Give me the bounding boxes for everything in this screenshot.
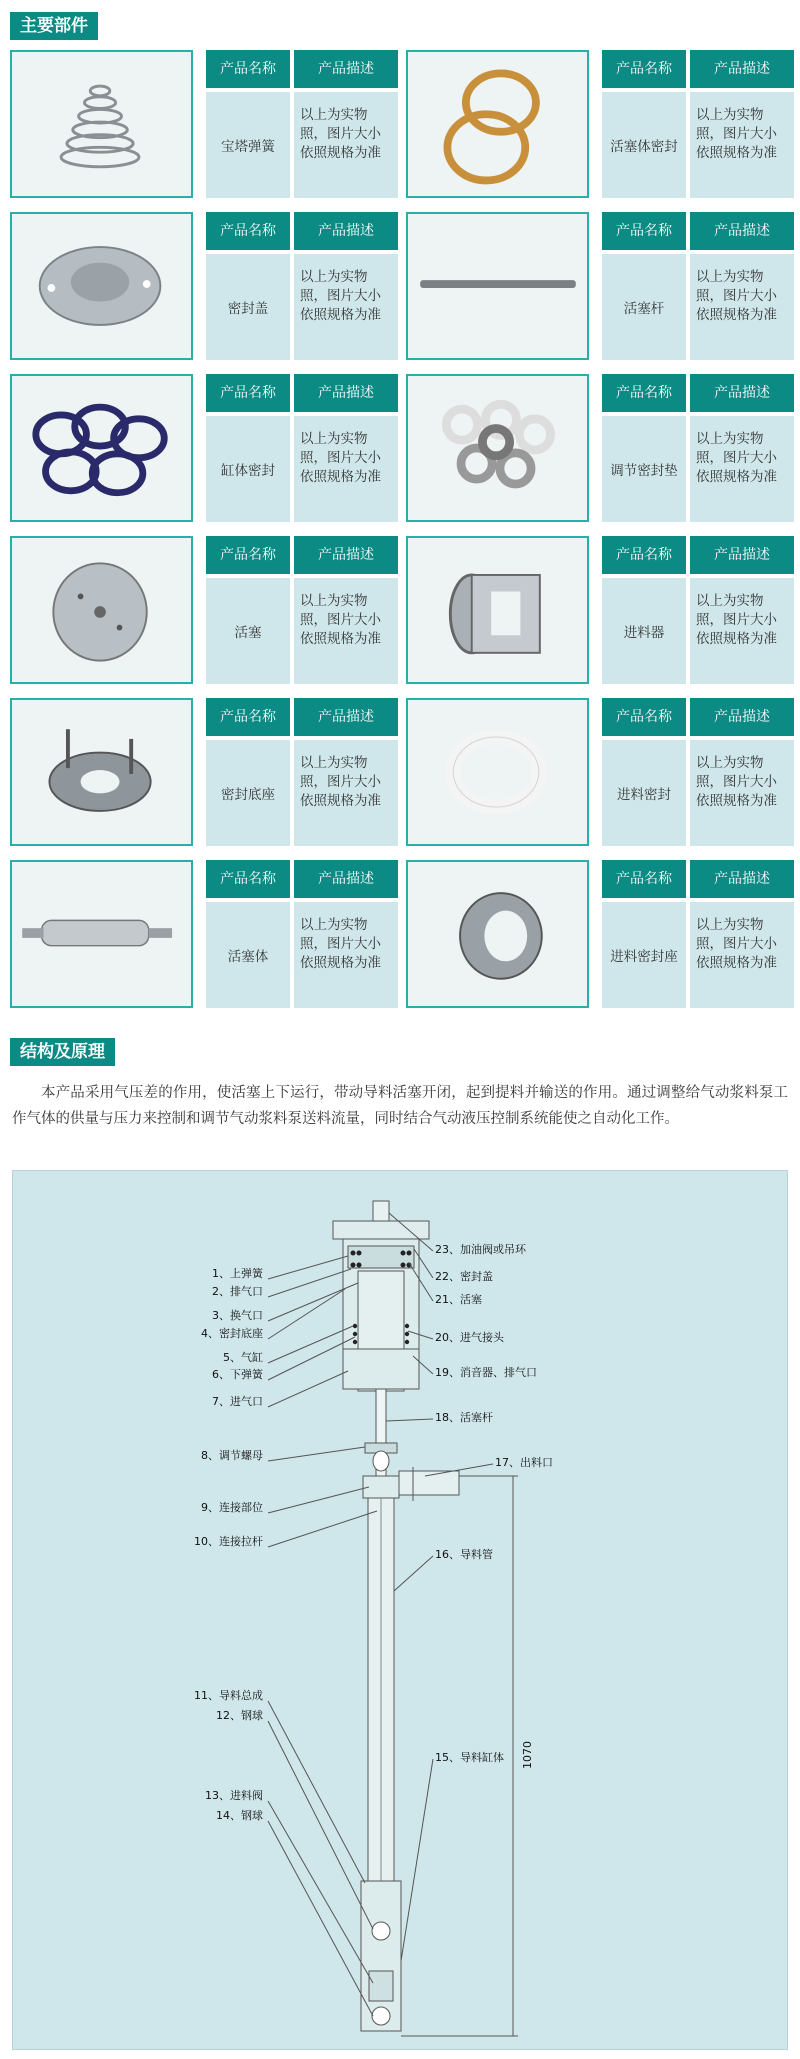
- callout-label: 20、进气接头: [435, 1331, 504, 1344]
- part-desc: 以上为实物照，图片大小依照规格为准: [690, 92, 794, 198]
- header-product-name: 产品名称: [206, 860, 290, 898]
- white-seal-ring-icon: [408, 700, 587, 844]
- part-card: [406, 536, 794, 684]
- callout-label: 21、活塞: [435, 1293, 482, 1306]
- dimension-label: 1070: [521, 1741, 534, 1769]
- part-photo: [10, 50, 193, 198]
- part-name: 进料器: [602, 578, 686, 684]
- header-product-desc: 产品描述: [294, 698, 398, 736]
- header-product-desc: 产品描述: [690, 536, 794, 574]
- part-photo: [10, 860, 193, 1008]
- header-product-name: 产品名称: [602, 860, 686, 898]
- intro-paragraph: 本产品采用气压差的作用，使活塞上下运行，带动导料活塞开闭，起到提料并输送的作用。通过调整给气动浆料泵工作气体的供量与压力来控制和调节气动浆料泵送料流量，同时结合气动液压控制系统能使之自动化工作。: [12, 1085, 788, 1127]
- section-title-parts: 主要部件: [10, 12, 98, 40]
- seal-base-icon: [12, 700, 191, 844]
- callout-label: 1、上弹簧: [212, 1267, 263, 1280]
- callout-label: 4、密封底座: [201, 1327, 263, 1340]
- callout-label: 22、密封盖: [435, 1270, 493, 1283]
- part-name: 密封底座: [206, 740, 290, 846]
- threaded-seal-seat-icon: [408, 862, 587, 1006]
- part-info-table: [602, 212, 794, 360]
- callout-label: 17、出料口: [495, 1456, 553, 1469]
- header-product-name: 产品名称: [602, 698, 686, 736]
- callout-label: 10、连接拉杆: [194, 1535, 263, 1548]
- part-photo: [10, 536, 193, 684]
- part-card: [406, 860, 794, 1008]
- callout-label: 7、进气口: [212, 1395, 263, 1408]
- part-desc: 以上为实物照，图片大小依照规格为准: [294, 578, 398, 684]
- part-card: [406, 50, 794, 198]
- bronze-ring-seal-icon: [408, 52, 587, 196]
- part-name: 宝塔弹簧: [206, 92, 290, 198]
- threaded-rod-icon: [408, 214, 587, 358]
- part-desc: 以上为实物照，图片大小依照规格为准: [690, 416, 794, 522]
- part-info-table: [602, 50, 794, 198]
- callout-label: 18、活塞杆: [435, 1411, 493, 1424]
- part-photo: [10, 698, 193, 846]
- part-name: 活塞: [206, 578, 290, 684]
- header-product-name: 产品名称: [602, 50, 686, 88]
- part-info-table: [206, 536, 398, 684]
- header-product-desc: 产品描述: [294, 50, 398, 88]
- part-card: [10, 860, 398, 1008]
- part-name: 调节密封垫: [602, 416, 686, 522]
- feeder-cage-icon: [408, 538, 587, 682]
- part-info-table: [206, 860, 398, 1008]
- part-info-table: [602, 860, 794, 1008]
- part-desc: 以上为实物照，图片大小依照规格为准: [294, 254, 398, 360]
- part-desc: 以上为实物照，图片大小依照规格为准: [690, 254, 794, 360]
- callout-label: 19、消音器、排气口: [435, 1366, 537, 1379]
- header-product-name: 产品名称: [602, 374, 686, 412]
- part-info-table: [206, 50, 398, 198]
- part-info-table: [602, 536, 794, 684]
- part-desc: 以上为实物照，图片大小依照规格为准: [690, 902, 794, 1008]
- callout-label: 12、钢球: [216, 1709, 263, 1722]
- callout-label: 16、导料管: [435, 1548, 493, 1561]
- piston-body-icon: [12, 862, 191, 1006]
- part-card: [10, 536, 398, 684]
- part-info-table: [602, 698, 794, 846]
- conical-spring-icon: [12, 52, 191, 196]
- round-flange-cover-icon: [12, 214, 191, 358]
- o-ring-set-icon: [12, 376, 191, 520]
- part-info-table: [206, 698, 398, 846]
- part-photo: [10, 374, 193, 522]
- part-name: 活塞体: [206, 902, 290, 1008]
- callout-label: 2、排气口: [212, 1285, 263, 1298]
- callout-label: 14、钢球: [216, 1809, 263, 1822]
- gasket-set-icon: [408, 376, 587, 520]
- callout-label: 8、调节螺母: [201, 1449, 263, 1462]
- part-card: [406, 212, 794, 360]
- callout-label: 23、加油阀或吊环: [435, 1243, 526, 1256]
- callout-label: 15、导料缸体: [435, 1751, 504, 1764]
- header-product-desc: 产品描述: [690, 698, 794, 736]
- part-info-table: [602, 374, 794, 522]
- part-card: [10, 698, 398, 846]
- part-photo: [10, 212, 193, 360]
- part-desc: 以上为实物照，图片大小依照规格为准: [294, 902, 398, 1008]
- part-name: 进料密封座: [602, 902, 686, 1008]
- callout-label: 13、进料阀: [205, 1789, 263, 1802]
- callout-label: 9、连接部位: [201, 1501, 263, 1514]
- part-card: [10, 212, 398, 360]
- header-product-name: 产品名称: [602, 212, 686, 250]
- part-desc: 以上为实物照，图片大小依照规格为准: [294, 416, 398, 522]
- header-product-desc: 产品描述: [294, 860, 398, 898]
- header-product-desc: 产品描述: [690, 212, 794, 250]
- header-product-desc: 产品描述: [294, 374, 398, 412]
- part-name: 进料密封: [602, 740, 686, 846]
- part-name: 密封盖: [206, 254, 290, 360]
- part-card: [406, 698, 794, 846]
- part-info-table: [206, 374, 398, 522]
- part-photo: [406, 536, 589, 684]
- header-product-name: 产品名称: [602, 536, 686, 574]
- part-info-table: [206, 212, 398, 360]
- header-product-name: 产品名称: [206, 374, 290, 412]
- part-photo: [406, 212, 589, 360]
- callout-label: 11、导料总成: [194, 1689, 263, 1702]
- header-product-desc: 产品描述: [690, 374, 794, 412]
- section-title-structure: 结构及原理: [10, 1038, 115, 1066]
- header-product-desc: 产品描述: [690, 860, 794, 898]
- callout-label: 6、下弹簧: [212, 1368, 263, 1381]
- header-product-name: 产品名称: [206, 536, 290, 574]
- part-desc: 以上为实物照，图片大小依照规格为准: [690, 578, 794, 684]
- part-name: 活塞杆: [602, 254, 686, 360]
- piston-disc-icon: [12, 538, 191, 682]
- part-desc: 以上为实物照，图片大小依照规格为准: [294, 740, 398, 846]
- part-photo: [406, 50, 589, 198]
- structure-diagram: [12, 1170, 788, 2050]
- part-photo: [406, 860, 589, 1008]
- part-desc: 以上为实物照，图片大小依照规格为准: [690, 740, 794, 846]
- header-product-name: 产品名称: [206, 212, 290, 250]
- part-photo: [406, 374, 589, 522]
- part-card: [10, 374, 398, 522]
- header-product-desc: 产品描述: [294, 212, 398, 250]
- callout-label: 5、气缸: [223, 1351, 263, 1364]
- header-product-name: 产品名称: [206, 698, 290, 736]
- header-product-desc: 产品描述: [294, 536, 398, 574]
- part-card: [10, 50, 398, 198]
- part-card: [406, 374, 794, 522]
- part-name: 活塞体密封: [602, 92, 686, 198]
- header-product-name: 产品名称: [206, 50, 290, 88]
- pump-schematic: [13, 1171, 789, 2051]
- header-product-desc: 产品描述: [690, 50, 794, 88]
- part-desc: 以上为实物照，图片大小依照规格为准: [294, 92, 398, 198]
- part-photo: [406, 698, 589, 846]
- callout-label: 3、换气口: [212, 1309, 263, 1322]
- part-name: 缸体密封: [206, 416, 290, 522]
